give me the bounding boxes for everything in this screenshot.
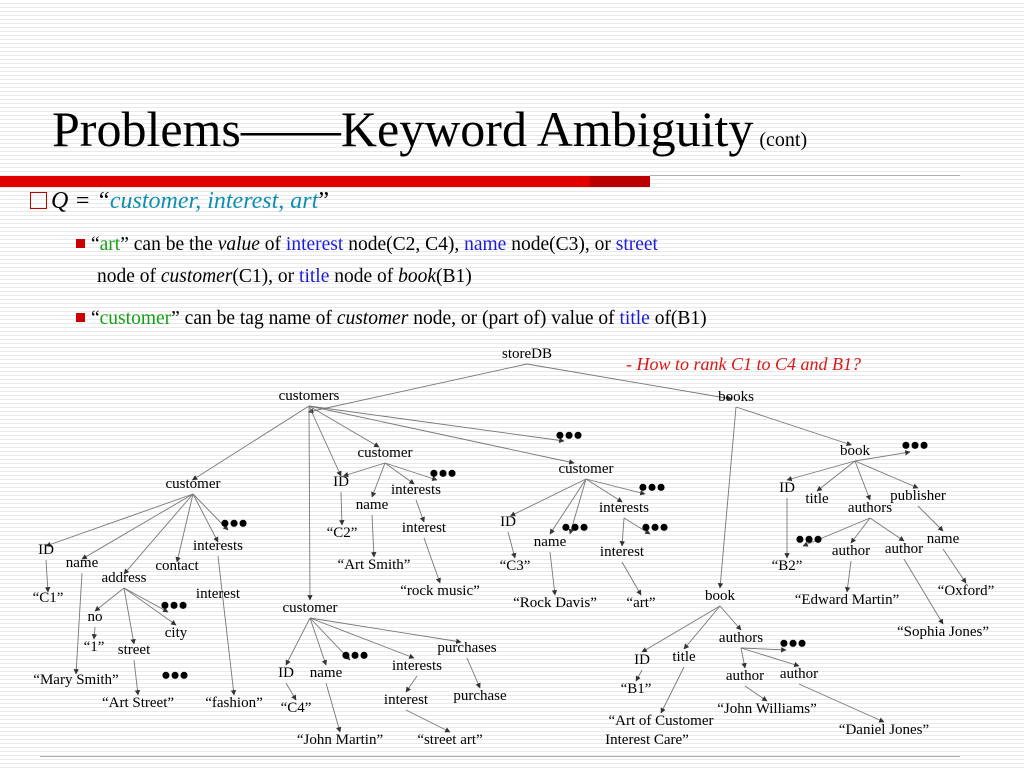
tree-node-c1-name: name xyxy=(65,555,99,571)
text-run: of(B1) xyxy=(649,308,707,329)
tree-node-book1: book xyxy=(705,588,735,604)
tree-edge xyxy=(372,463,385,497)
tree-node-b1-id: ID xyxy=(634,652,650,668)
text-run: name xyxy=(464,234,507,255)
text-run: node(C2, C4), xyxy=(343,234,465,255)
tree-edge xyxy=(550,552,555,595)
text-run: art xyxy=(99,234,121,255)
tree-node-c4-streetart: “street art” xyxy=(417,732,483,748)
ellipsis-icon: ••• xyxy=(341,641,369,670)
tree-node-b2-author1: author xyxy=(831,543,871,559)
ellipsis-icon: ••• xyxy=(561,513,589,542)
tree-node-c1-address: address xyxy=(101,570,147,586)
text-run: node, or (part of) value of xyxy=(408,308,620,329)
text-run: customer xyxy=(160,266,233,287)
tree-node-c1-nameval: “Mary Smith” xyxy=(33,672,119,688)
tree-node-c3-nameval: “Rock Davis” xyxy=(513,595,597,611)
tree-edge xyxy=(286,683,296,700)
tree-node-c3-id: ID xyxy=(500,514,516,530)
tree-edge xyxy=(684,606,720,649)
tree-edge xyxy=(817,461,855,491)
tree-node-cust4: customer xyxy=(282,600,338,616)
tree-node-c3-art: “art” xyxy=(626,595,656,611)
tree-node-b2-sophia: “Sophia Jones” xyxy=(896,624,990,640)
tree-edge xyxy=(309,406,310,600)
tree-node-b1-john: “John Williams” xyxy=(717,701,817,717)
ellipsis-icon: ••• xyxy=(641,513,669,542)
tree-node-c1-street: street xyxy=(117,642,151,658)
text-run: “ xyxy=(91,234,100,255)
tree-edge xyxy=(787,461,855,480)
tree-node-c1-id: ID xyxy=(38,542,54,558)
tree-edge xyxy=(527,364,732,399)
tree-node-b1-titleval1: “Art of Customer xyxy=(608,713,714,729)
text-run: title xyxy=(299,266,330,287)
tree-node-b2-id: ID xyxy=(779,480,795,496)
tree-edge xyxy=(177,494,193,562)
tree-edge xyxy=(586,479,622,502)
tree-node-c2-rock: “rock music” xyxy=(400,583,480,599)
tree-node-cust3: customer xyxy=(558,461,614,477)
tree-node-c2-interests: interests xyxy=(391,482,441,498)
tree-edge xyxy=(741,648,745,668)
tree-node-b2-oxford: “Oxford” xyxy=(937,583,995,599)
ranking-question-note: - How to rank C1 to C4 and B1? xyxy=(626,354,862,374)
tree-edge xyxy=(309,406,574,463)
tree-node-b2-name: name xyxy=(926,531,960,547)
tree-edge xyxy=(385,463,414,484)
text-run: ” can be the xyxy=(120,234,218,255)
tree-edge xyxy=(622,518,624,546)
tree-node-c1-interests: interests xyxy=(193,538,243,554)
tree-node-b2-publisher: publisher xyxy=(890,488,946,504)
tree-edge xyxy=(736,407,851,445)
text-run: “ xyxy=(91,308,100,329)
tree-edge xyxy=(416,500,424,522)
tree-node-book2: book xyxy=(840,443,870,459)
tree-node-c2-id: ID xyxy=(333,474,349,490)
tree-node-cust1: customer xyxy=(165,476,221,492)
text-run: book xyxy=(398,266,437,287)
tree-node-c2-nameval: “Art Smith” xyxy=(337,557,411,573)
ellipsis-icon: ••• xyxy=(220,509,248,538)
query-keywords: customer, interest, art xyxy=(109,188,319,214)
tree-edge xyxy=(82,494,193,559)
tree-edge xyxy=(508,532,515,558)
tree-edge xyxy=(745,686,767,701)
tree-node-b1-daniel: “Daniel Jones” xyxy=(838,722,930,738)
tree-node-c2-name: name xyxy=(355,497,389,513)
text-run: customer xyxy=(99,308,172,329)
tree-node-b2-authors: authors xyxy=(847,500,893,516)
tree-edge xyxy=(467,658,480,688)
tree-edge xyxy=(661,667,684,713)
tree-node-b1-idval: “B1” xyxy=(620,681,652,697)
tree-node-c3-idval: “C3” xyxy=(499,558,531,574)
tree-node-c3-interest: interest xyxy=(599,544,645,560)
tree-edge xyxy=(406,676,417,692)
tree-edge xyxy=(286,618,310,665)
tree-edge xyxy=(192,406,309,480)
tree-node-cust2: customer xyxy=(357,445,413,461)
ellipsis-icon: ••• xyxy=(638,473,666,502)
tree-edge xyxy=(124,588,134,644)
text-run: customer xyxy=(336,308,409,329)
tree-node-c4-nameval: “John Martin” xyxy=(296,732,384,748)
tree-edge xyxy=(870,518,904,541)
tree-edge xyxy=(218,556,234,695)
tree-edge xyxy=(424,538,440,583)
tree-node-customers: customers xyxy=(278,388,340,404)
tree-edge xyxy=(622,562,641,595)
query-suffix: ” xyxy=(318,188,329,214)
title-main: Problems——Keyword Ambiguity xyxy=(52,101,754,157)
tree-edge xyxy=(341,492,342,525)
footer-rule xyxy=(40,756,960,757)
tree-edge xyxy=(46,560,48,592)
text-run: title xyxy=(619,308,650,329)
ellipsis-icon: ••• xyxy=(901,431,929,460)
tree-edge xyxy=(642,606,720,652)
tree-node-c4-purchases: purchases xyxy=(437,640,497,656)
tree-edge xyxy=(309,406,564,441)
tree-node-c2-interest: interest xyxy=(401,520,447,536)
title-suffix: (cont) xyxy=(759,129,808,151)
tree-node-b1-title: title xyxy=(672,649,696,665)
tree-node-c2-idval: “C2” xyxy=(326,525,358,541)
text-run: (B1) xyxy=(436,266,472,287)
tree-edge xyxy=(720,407,736,588)
tree-node-b1-titleval2: Interest Care” xyxy=(605,732,689,748)
tree-node-b2-title: title xyxy=(805,491,829,507)
tree-node-c4-name: name xyxy=(309,665,343,681)
tree-edge xyxy=(510,479,586,516)
tree-edge xyxy=(310,618,461,642)
tree-node-c3-name: name xyxy=(533,534,567,550)
text-run: (C1), or xyxy=(232,266,300,287)
tree-node-c1-contact: contact xyxy=(155,558,199,574)
tree-node-b1-author1: author xyxy=(725,668,765,684)
tree-node-storeDB: storeDB xyxy=(502,346,552,362)
tree-edge xyxy=(372,515,374,557)
tree-node-b2-author2: author xyxy=(884,541,924,557)
tree-node-c1-fashion: “fashion” xyxy=(205,695,263,711)
ellipsis-icon: ••• xyxy=(161,661,189,690)
tree-node-b2-idval: “B2” xyxy=(771,558,803,574)
text-run: of xyxy=(259,234,286,255)
tree-edge xyxy=(847,561,851,592)
tree-node-c4-interests: interests xyxy=(392,658,442,674)
text-run: street xyxy=(615,234,658,255)
text-run: value xyxy=(217,234,260,255)
ellipsis-icon: ••• xyxy=(779,629,807,658)
tree-edge xyxy=(406,710,450,732)
text-run: node(C3), or xyxy=(506,234,616,255)
ellipsis-icon: ••• xyxy=(795,525,823,554)
tree-node-c1-no: no xyxy=(87,609,103,625)
tree-edge xyxy=(855,461,918,488)
tree-edge xyxy=(134,660,138,695)
ellipsis-icon: ••• xyxy=(160,591,188,620)
text-run: node of xyxy=(97,266,161,287)
tree-edge xyxy=(636,670,642,681)
tree-edge xyxy=(310,618,326,665)
tree-node-c4-interest: interest xyxy=(383,692,429,708)
tree-node-c4-idval: “C4” xyxy=(280,700,312,716)
text-run: ” can be tag name of xyxy=(171,308,337,329)
tree-edge xyxy=(326,683,340,732)
tree-edge xyxy=(309,406,379,447)
tree-edge xyxy=(94,627,95,639)
tree-node-b2-edward: “Edward Martin” xyxy=(794,592,900,608)
tree-node-b1-authors: authors xyxy=(718,630,764,646)
tree-edge xyxy=(586,479,645,494)
tree-node-c1-interest: interest xyxy=(195,586,241,602)
tree-node-c1-streetval: “Art Street” xyxy=(101,695,175,711)
tree-node-c3-interests: interests xyxy=(599,500,649,516)
query-prefix: Q = “ xyxy=(51,188,110,214)
tree-edge xyxy=(343,463,385,476)
tree-node-c4-purchase: purchase xyxy=(453,688,507,704)
tree-edge xyxy=(308,364,527,412)
tree-node-books: books xyxy=(718,389,754,405)
tree-edge xyxy=(193,494,218,542)
tree-edge xyxy=(309,406,341,476)
text-run: interest xyxy=(285,234,344,255)
tree-edge xyxy=(943,549,966,583)
text-run: node of xyxy=(329,266,399,287)
tree-edge xyxy=(76,573,82,674)
tree-edge xyxy=(918,506,943,531)
tree-node-c1-idval: “C1” xyxy=(32,590,64,606)
tree-edge xyxy=(720,606,741,630)
ellipsis-icon: ••• xyxy=(429,459,457,488)
tree-ellipses xyxy=(160,421,928,690)
tree-node-c1-noval: “1” xyxy=(83,639,105,655)
tree-node-c4-id: ID xyxy=(278,665,294,681)
tree-node-c1-city: city xyxy=(164,625,188,641)
ellipsis-icon: ••• xyxy=(555,421,583,450)
tree-node-b1-author2: author xyxy=(779,666,819,682)
tree-edge xyxy=(95,588,124,611)
